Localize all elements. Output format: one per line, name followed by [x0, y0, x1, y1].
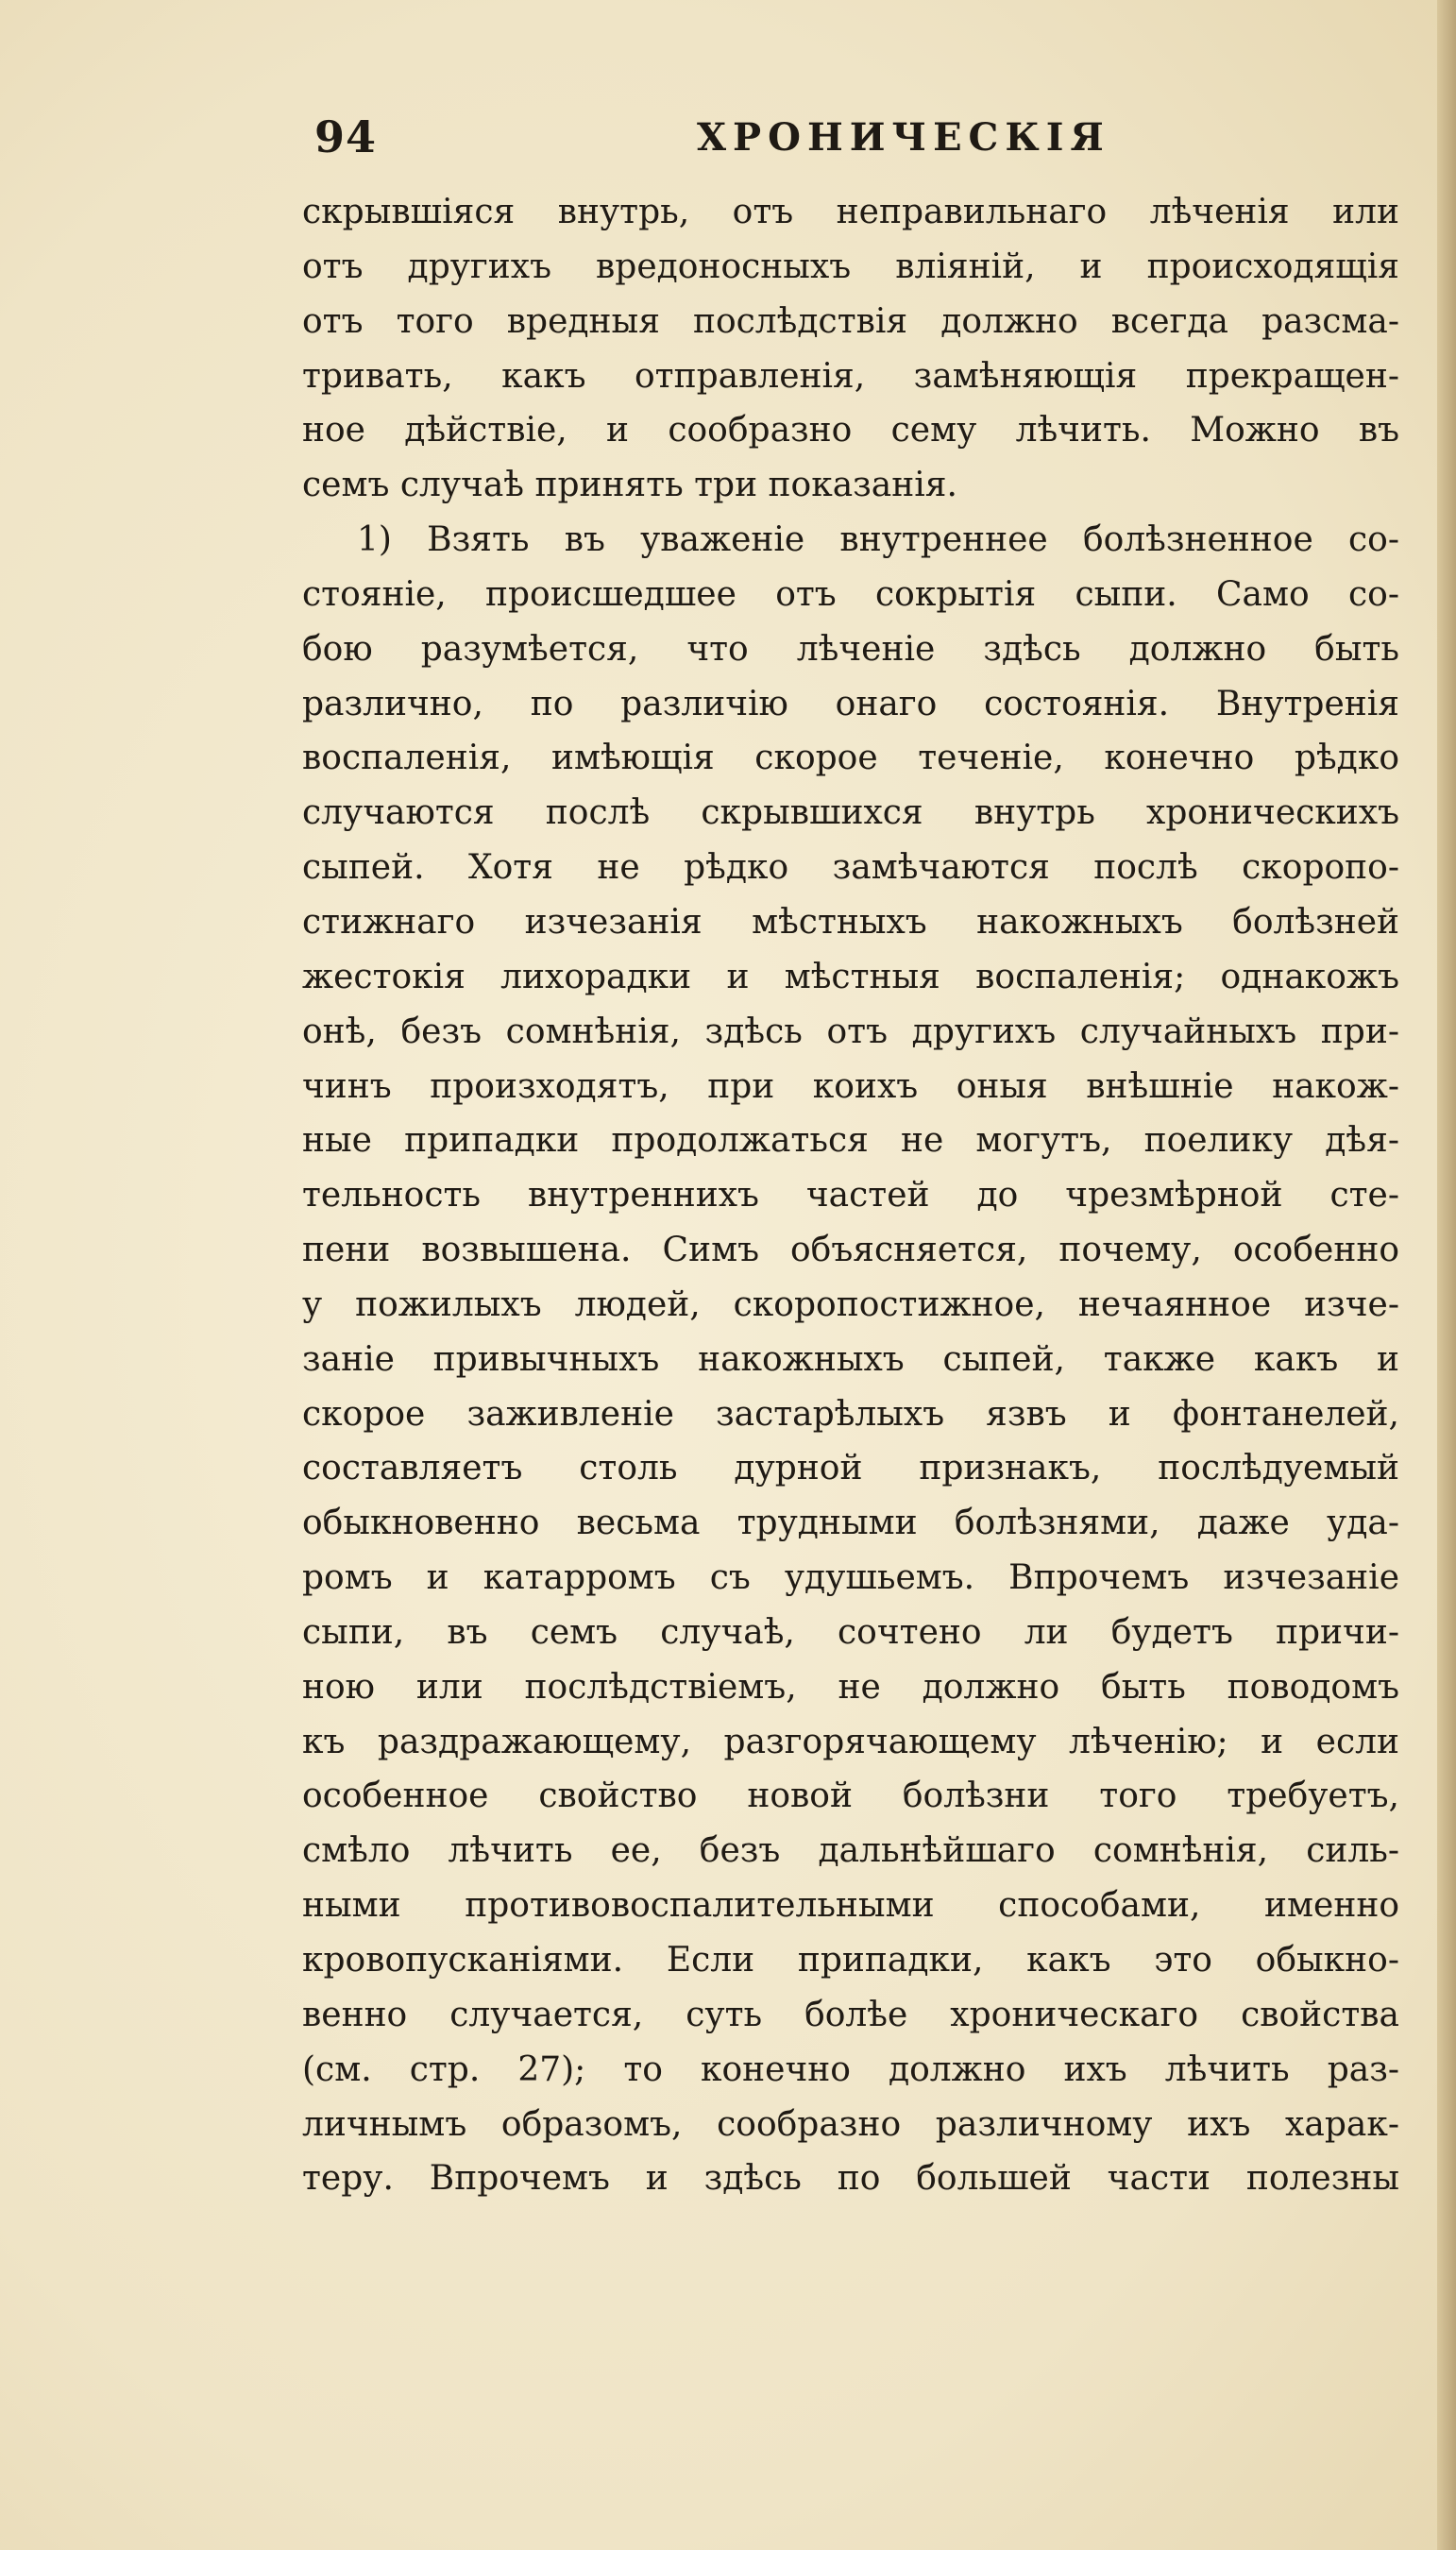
text-line: онѣ, безъ сомнѣнія, здѣсь отъ другихъ случайныхъ при-	[302, 1012, 1399, 1051]
text-line: различно, по различію онаго состоянія. Внутренія	[302, 684, 1399, 723]
text-line: ными противовоспалительными способами, именно	[302, 1886, 1399, 1926]
text-line: смѣло лѣчить ее, безъ дальнѣйшаго сомнѣнія, силь-	[302, 1831, 1399, 1871]
text-line: тривать, какъ отправленія, замѣняющія прекращен-	[302, 356, 1399, 396]
page-header	[314, 111, 1410, 168]
text-line: отъ другихъ вредоносныхъ вліяній, и происходящія	[302, 246, 1399, 286]
text-line: ною или послѣдствіемъ, не должно быть поводомъ	[302, 1667, 1399, 1707]
text-line: скрывшіяся внутрь, отъ неправильнаго лѣченія или	[302, 193, 1399, 231]
text-line: кровопусканіями. Если припадки, какъ это обыкно-	[302, 1941, 1399, 1980]
text-line: семъ случаѣ принять три показанія.	[302, 466, 957, 505]
text-line: (см. стр. 27); то конечно должно ихъ лѣчить раз-	[302, 2049, 1399, 2089]
text-line: теру. Впрочемъ и здѣсь по большей части полезны	[302, 2159, 1399, 2199]
text-line: сыпи, въ семъ случаѣ, сочтено ли будетъ причи-	[302, 1612, 1399, 1652]
text-line: жестокія лихорадки и мѣстныя воспаленія; однакожъ	[302, 957, 1399, 996]
text-line: 1) Взять въ уваженіе внутреннее болѣзненное со-	[357, 520, 1399, 560]
running-head: ХРОНИЧЕСКІЯ	[697, 115, 1110, 160]
text-line: у пожилыхъ людей, скоропостижное, нечаянное изче-	[302, 1284, 1399, 1324]
text-line: тельность внутреннихъ частей до чрезмѣрной сте-	[302, 1176, 1399, 1216]
text-line: чинъ произходятъ, при коихъ оныя внѣшніе накож-	[302, 1066, 1399, 1106]
text-line: ромъ и катарромъ съ удушьемъ. Впрочемъ изчезаніе	[302, 1558, 1399, 1598]
text-line: скорое заживленіе застарѣлыхъ язвъ и фонтанелей,	[302, 1394, 1399, 1434]
text-line: заніе привычныхъ накожныхъ сыпей, также какъ и	[302, 1339, 1399, 1379]
text-line: стижнаго изчезанія мѣстныхъ накожныхъ болѣзней	[302, 902, 1399, 942]
text-line: венно случается, суть болѣе хроническаго свойства	[302, 1995, 1399, 2034]
text-line: воспаленія, имѣющія скорое теченіе, конечно рѣдко	[302, 739, 1399, 778]
text-line: особенное свойство новой болѣзни того требуетъ,	[302, 1776, 1399, 1816]
page-number: 94	[314, 111, 378, 162]
body-text	[302, 185, 1399, 2206]
text-line: бою разумѣется, что лѣченіе здѣсь должно быть	[302, 629, 1399, 669]
text-line: случаются послѣ скрывшихся внутрь хроническихъ	[302, 793, 1399, 833]
text-line: стояніе, происшедшее отъ сокрытія сыпи. Само со-	[302, 574, 1399, 614]
page-edge	[1437, 0, 1456, 2550]
text-line: къ раздражающему, разгорячающему лѣченію; и если	[302, 1722, 1399, 1761]
text-line: ные припадки продолжаться не могутъ, поелику дѣя-	[302, 1121, 1399, 1161]
text-line: обыкновенно весьма трудными болѣзнями, даже уда-	[302, 1504, 1399, 1543]
text-line: пени возвышена. Симъ объясняется, почему, особенно	[302, 1231, 1399, 1270]
text-line: личнымъ образомъ, сообразно различному ихъ харак-	[302, 2104, 1399, 2144]
text-line: отъ того вредныя послѣдствія должно всегда разсма-	[302, 301, 1399, 341]
text-line: составляетъ столь дурной признакъ, послѣдуемый	[302, 1449, 1399, 1488]
text-line: ное дѣйствіе, и сообразно сему лѣчить. Можно въ	[302, 411, 1399, 450]
text-line: сыпей. Хотя не рѣдко замѣчаются послѣ скоропо-	[302, 848, 1399, 888]
